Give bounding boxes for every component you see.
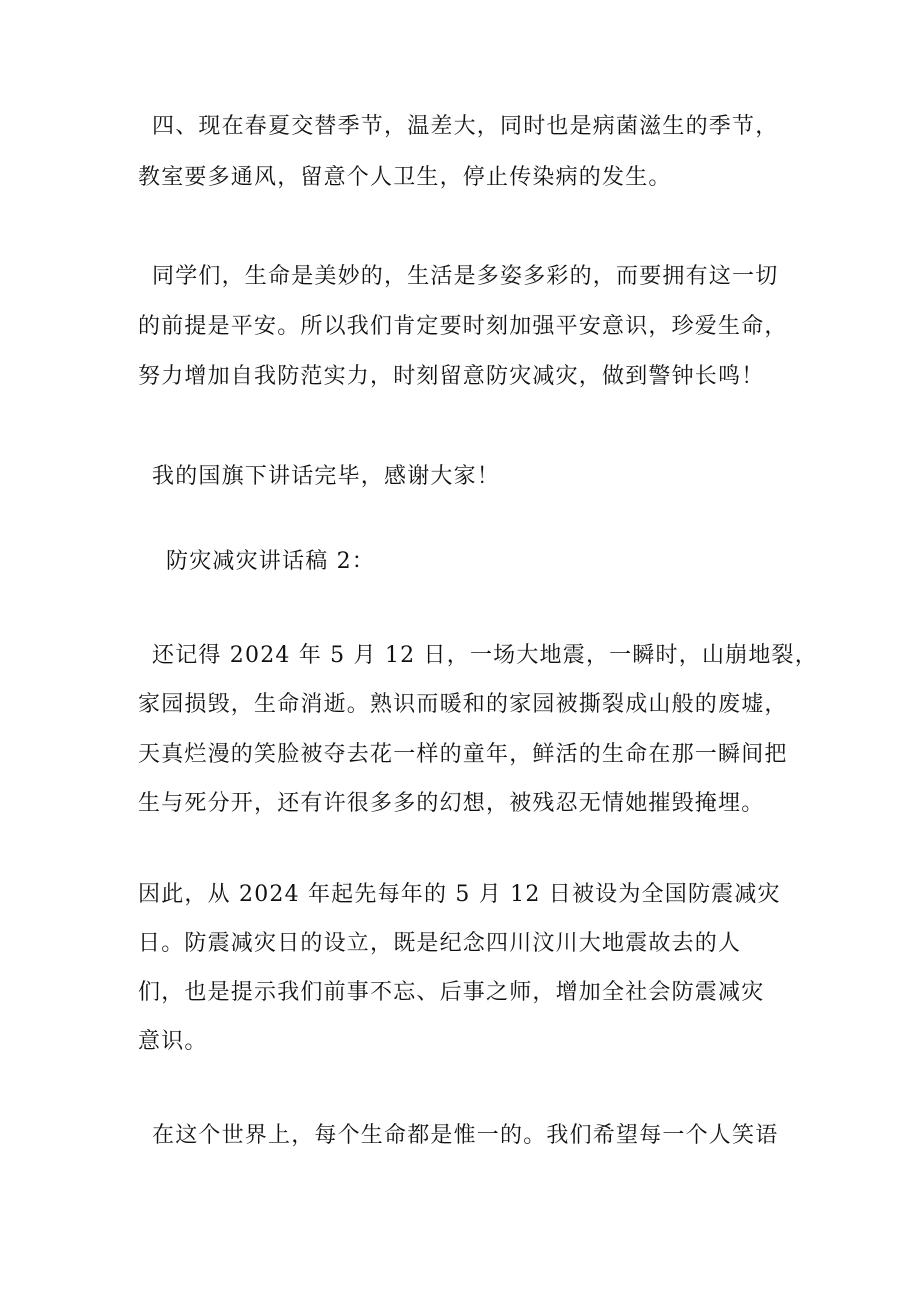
paragraph-line: 因此，从 2024 年起先每年的 5 月 12 日被设为全国防震减灾 <box>138 882 781 907</box>
paragraph-line: 同学们，生命是美妙的，生活是多姿多彩的，而要拥有这一切 <box>152 264 779 289</box>
section-heading: 防灾减灾讲话稿 2： <box>166 549 375 574</box>
paragraph-line: 努力增加自我防范实力，时刻留意防灾减灾，做到警钟长鸣！ <box>138 364 765 389</box>
paragraph-line: 们，也是提示我们前事不忘、后事之师，增加全社会防震减灾 <box>138 980 765 1005</box>
paragraph-line: 天真烂漫的笑脸被夺去花一样的童年，鲜活的生命在那一瞬间把 <box>138 742 788 767</box>
paragraph-line: 日。防震减灾日的设立，既是纪念四川汶川大地震故去的人 <box>138 931 742 956</box>
paragraph-line: 的前提是平安。所以我们肯定要时刻加强平安意识，珍爱生命， <box>138 314 788 339</box>
paragraph-line: 在这个世界上，每个生命都是惟一的。我们希望每一个人笑语 <box>152 1123 779 1148</box>
paragraph-line: 生与死分开，还有许很多多的幻想，被残忍无情她摧毁掩埋。 <box>138 791 765 816</box>
paragraph-line: 四、现在春夏交替季节，温差大，同时也是病菌滋生的季节， <box>152 114 779 139</box>
paragraph-line: 意识。 <box>138 1029 208 1054</box>
paragraph-line: 我的国旗下讲话完毕，感谢大家！ <box>152 464 501 489</box>
paragraph-line: 教室要多通风，留意个人卫生，停止传染病的发生。 <box>138 165 672 190</box>
paragraph-line: 家园损毁，生命消逝。熟识而暖和的家园被撕裂成山般的废墟， <box>138 692 788 717</box>
paragraph-line: 还记得 2024 年 5 月 12 日，一场大地震，一瞬时，山崩地裂， <box>152 643 818 668</box>
